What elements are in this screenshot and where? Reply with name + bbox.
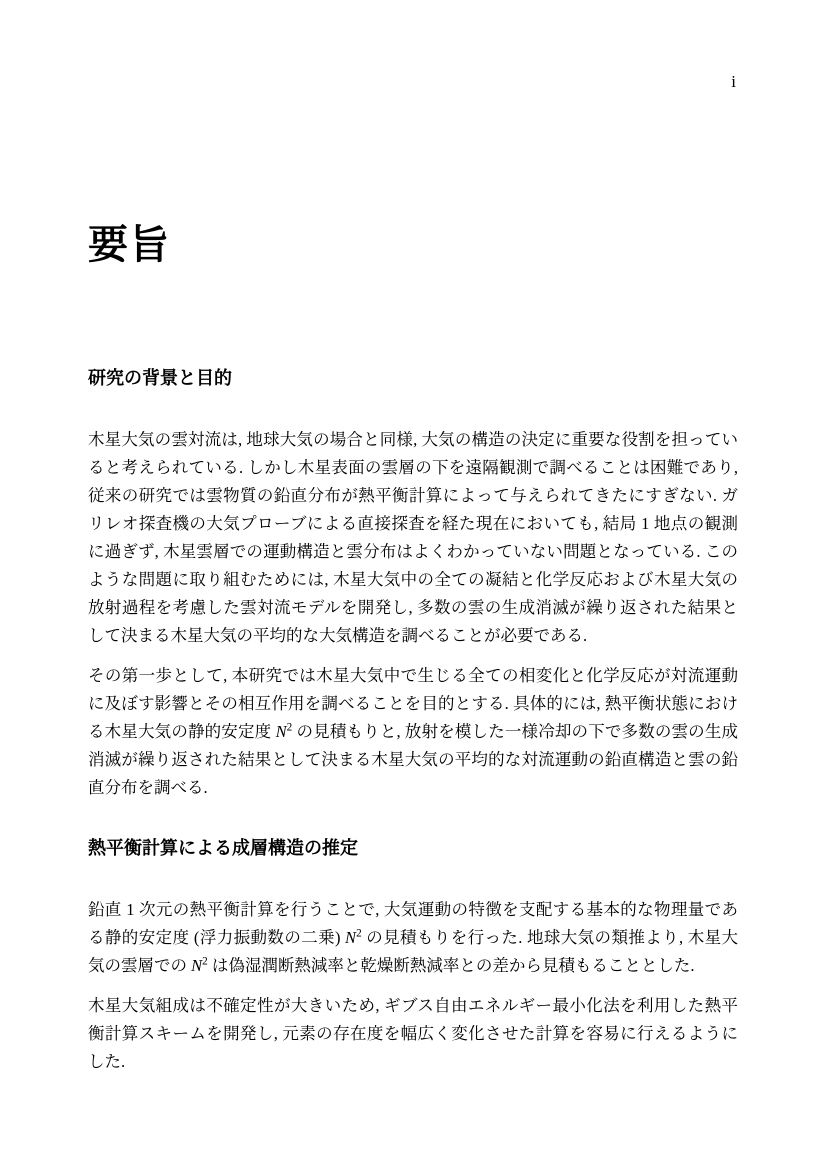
text-run: 木星大気組成は不確定性が大きいため, ギブス自由エネルギー最小化法を利用した熱平衡計算スキームを開発し, 元素の存在度を幅広く変化させた計算を容易に行えるようにした. [88, 996, 739, 1071]
superscript: 2 [356, 927, 362, 940]
text-run: 鉛直 1 次元の熱平衡計算を行うことで, 大気運動の特徴を支配する基本的な物理量である静的安定度 (浮力振動数の二乗) [88, 900, 739, 947]
content-sections [88, 366, 738, 1088]
superscript: 2 [286, 721, 293, 734]
paragraph [88, 992, 738, 1076]
paragraph [88, 896, 738, 980]
paragraph [88, 426, 738, 650]
math-symbol: N [191, 956, 203, 975]
math-symbol: N [275, 722, 287, 741]
text-run: 木星大気の雲対流は, 地球大気の場合と同様, 大気の構造の決定に重要な役割を担っていると考えられている. しかし木星表面の雲層の下を遠隔観測で調べることは困難であり, 従来の研究では雲物質の鉛直分布が熱平衡計算によって与えられてきたにすぎない. ガリレオ探査機の大気プローブによる直接探査を経た現在においても, 結局 1 地点の観測に過ぎず, 木星雲層での運動構造と雲分布はよくわかっていない問題となっている. このような問題に取り組むためには, 木星大気中の全ての凝結と化学反応および木星大気の放射過程を考慮した雲対流モデルを開発し, 多数の雲の生成消滅が繰り返された結果として決まる木星大気の平均的な大気構造を調べることが必要である. [88, 430, 738, 645]
document-title: 要旨 [88, 223, 170, 267]
paragraph [88, 662, 738, 802]
text-run: その第一歩として, 本研究では木星大気中で生じる全ての相変化と化学反応が対流運動に及ぼす影響とその相互作用を調べることを目的とする. 具体的には, 熱平衡状態における木星大気の静的安定度 [88, 666, 738, 741]
page-number: i [731, 72, 736, 91]
math-symbol: N [345, 928, 357, 947]
section-heading: 熱平衡計算による成層構造の推定 [88, 838, 358, 858]
text-run: の見積もりと, 放射を模した一様冷却の下で多数の雲の生成消滅が繰り返された結果として決まる木星大気の平均的な対流運動の鉛直構造と雲の鉛直分布を調べる. [88, 722, 739, 797]
section-heading: 研究の背景と目的 [88, 368, 232, 388]
text-run: の見積もりを行った. 地球大気の類推より, 木星大気の雲層での [88, 928, 738, 975]
text-run: は偽湿潤断熱減率と乾燥断熱減率との差から見積もることとした. [207, 956, 695, 975]
superscript: 2 [202, 955, 208, 968]
